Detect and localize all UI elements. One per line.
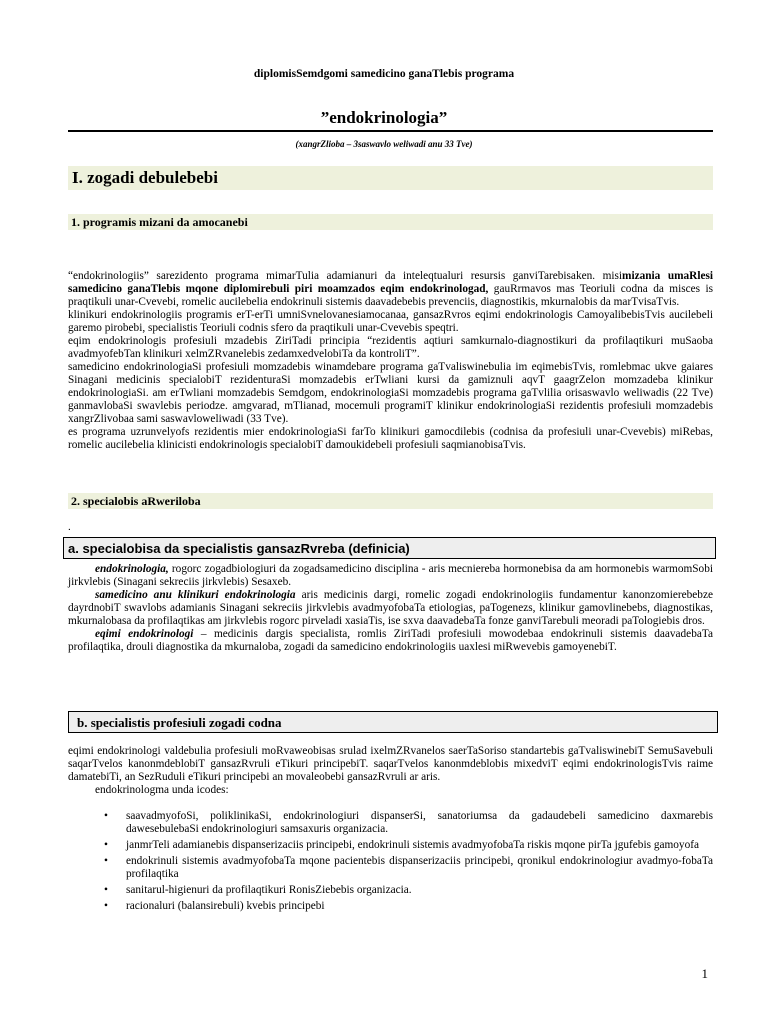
list-item	[96, 884, 713, 897]
list-item	[96, 900, 713, 913]
definition-2	[68, 589, 713, 628]
bullet-icon: •	[104, 900, 108, 912]
knowledge-text	[68, 745, 713, 916]
list-item-text: racionaluri (balansirebuli) kvebis principebi	[126, 900, 325, 912]
program-header: diplomisSemdgomi samedicino ganaTlebis programa	[253, 68, 515, 80]
boxed-heading-a: a. specialobisa da specialistis gansazRvreba (definicia)	[63, 537, 716, 559]
intro-paragraph-2: klinikuri endokrinologiis programis erT-erTi umniSvnelovanesiamocanaa, gansazRvros eqimi endokrinologis CamoyalibebisTvis aucilebeli garemo pirobebi, specialistis Teoriuli codnis sfero da praqtikuli unar-Cvevebis speqtri.	[68, 309, 713, 334]
subsection-heading-2: 2. specialobis aRweriloba	[68, 493, 713, 509]
term-3: eqimi endokrinologi	[95, 628, 194, 640]
bullet-icon: •	[104, 810, 108, 822]
intro-text	[68, 270, 713, 452]
definition-1-text: rogorc zogadbiologiuri da zogadsamedicino disciplina - aris mecniereba hormonebisa da am hormonebis warmomSobi jirkvlebis (Sinagani sekreciis jirkvlebis) Sesaxeb.	[68, 563, 713, 588]
boxed-heading-b: b. specialistis profesiuli zogadi codna	[68, 711, 718, 733]
bullet-icon: •	[104, 855, 108, 867]
list-item-text: saavadmyofoSi, poliklinikaSi, endokrinologiuri dispanserSi, sanatoriumsa da gadaudebeli samedicino daxmarebis dawesebulebaSi endokrinologiuri samsaxuris organizacia.	[126, 810, 713, 835]
knowledge-paragraph-1: eqimi endokrinologi valdebulia profesiuli moRvaweobisas srulad ixelmZRvanelos saerTaSoriso standartebis gaTvaliswinebiT SemuSavebuli saqarTvelos kanonmdeblobiT gansazRvruli eTikuri principebiT. saqarTvelos kanonmdeblobis mixedviT eqimi endokrinologisTvis raime damatebiTi, an SezRuduli eTikuri principebi an movaleobebi gansazRvruli ar aris.	[68, 745, 713, 783]
list-item	[96, 839, 713, 852]
intro-p1-bold: mizania umaRlesi samedicino ganaTlebis mqone diplomirebuli piri moamzados eqim endokrinologad,	[68, 270, 714, 295]
subsection-heading-1: 1. programis mizani da amocanebi	[68, 214, 713, 230]
intro-p1-rest: gauRrmavos mas Teoriuli codna da misces is praqtikuli unar-Cvevebi, romelic aucilebelia endokrinuli sistemis daavadebebis prevenciis, diagnostikis, mkurnalobis da marTvisaTvis.	[68, 283, 713, 308]
bullet-icon: •	[104, 884, 108, 896]
intro-paragraph-1	[68, 270, 713, 309]
section-title: zogadi debulebebi	[87, 168, 218, 187]
intro-paragraph-3: eqim endokrinologis profesiuli mzadebis ZiriTadi principia “rezidentis aqtiuri samkurnalo-diagnostikuri da profilaqtikuri muSaoba avadmyofebTan klinikuri xelmZRvanelebis zedamxedvelobiTa da kontroliT”.	[68, 335, 713, 360]
list-item	[96, 855, 713, 881]
stray-dot: .	[68, 521, 71, 533]
definition-3	[68, 628, 713, 654]
list-item-text: janmrTeli adamianebis dispanserizaciis principebi, endokrinuli sistemis avadmyofobaTa riskis mqone pirTa jgufebis gamoyofa	[126, 839, 699, 851]
document-subtitle: (xangrZlioba – 3saswavlo weliwadi anu 33 Tve)	[295, 139, 473, 149]
definition-1	[68, 563, 713, 589]
intro-p1-text: “endokrinologiis” sarezidento programa mimarTulia adamianuri da inteleqtualuri resursis ganviTarebisaken. misi	[68, 270, 623, 282]
page-number: 1	[701, 966, 708, 981]
knowledge-list	[68, 810, 713, 913]
term-1: endokrinologia,	[95, 563, 169, 575]
bullet-icon: •	[104, 839, 108, 851]
term-2: samedicino anu klinikuri endokrinologia	[95, 589, 296, 601]
list-item-text: endokrinuli sistemis avadmyofobaTa mqone pacientebis dispanserizaciis principebi, qronikul endokrinologiur avadmyo-fobaTa profilaqtika	[126, 855, 713, 880]
list-item	[96, 810, 713, 836]
definitions-text	[68, 563, 713, 654]
intro-paragraph-5: es programa uzrunvelyofs rezidentis mier endokrinologiaSi farTo klinikuri gamocdilebis (codnisa da profesiuli unar-Cvevebis) miRebas, romelic aucilebelia klinicisti endokrinologis specialobiT damoukidebeli profesiuli saqmianobisaTvis.	[68, 426, 713, 451]
document-title: ”endokrinologia”	[320, 108, 448, 127]
title-rule	[68, 130, 713, 132]
list-item-text: sanitarul-higienuri da profilaqtikuri RonisZiebebis organizacia.	[126, 884, 412, 896]
knowledge-paragraph-2: endokrinologma unda icodes:	[95, 784, 229, 796]
intro-paragraph-4: samedicino endokrinologiaSi profesiuli momzadebis winamdebare programa gaTvaliswinebulia im eqimebisTvis, romlebmac ukve gaiares Sinagani medicinis specialobiT rezidenturaSi momzadebis erTwliani kursi da gamiznuli aqvT gaagrZelon momzadeba klinikur endokrinologiaSi. am erTwliani momzadebis Semdgom, endokrinologiaSi momzadebis programa gaTvlilia orisaswavlo weliwadis (22 Tve) ganmavlobaSi swavlebis periodze. amgvarad, mTlianad, mocemuli programiT klinikur endokrinologiaSi rezidentis profesiuli momzadebis xangrZlivobaa sami saswavloweliwadi (33 Tve).	[68, 361, 713, 425]
definition-3-text: – medicinis dargis specialista, romlis ZiriTadi profesiuli mowodebaa endokrinuli sistemis daavadebaTa profilaqtika, drouli diagnostika da mkurnaloba, zogadi da samedicino endokrinologiis uaxlesi miRwevebis gamoyenebiT.	[68, 628, 713, 653]
section-heading	[68, 166, 713, 190]
definition-2-text: aris medicinis dargi, romelic zogadi endokrinologiis fundamentur kanonzomierebebze dayrdnobiT swavlobs adamianis Sinagani sekreciis jirkvlebis avadmyofobaTa etiologias, paTogenezs, klinikur gamovlinebebs, diagnostikas, mkurnalobasa da profilaqtikas am jirkvlebis rogorc pirveladi xasiaTis, ise sxva daavadebaTa fonze ganviTarebuli meoradi paTologiebis dros.	[68, 589, 713, 627]
section-number: I.	[72, 168, 83, 187]
